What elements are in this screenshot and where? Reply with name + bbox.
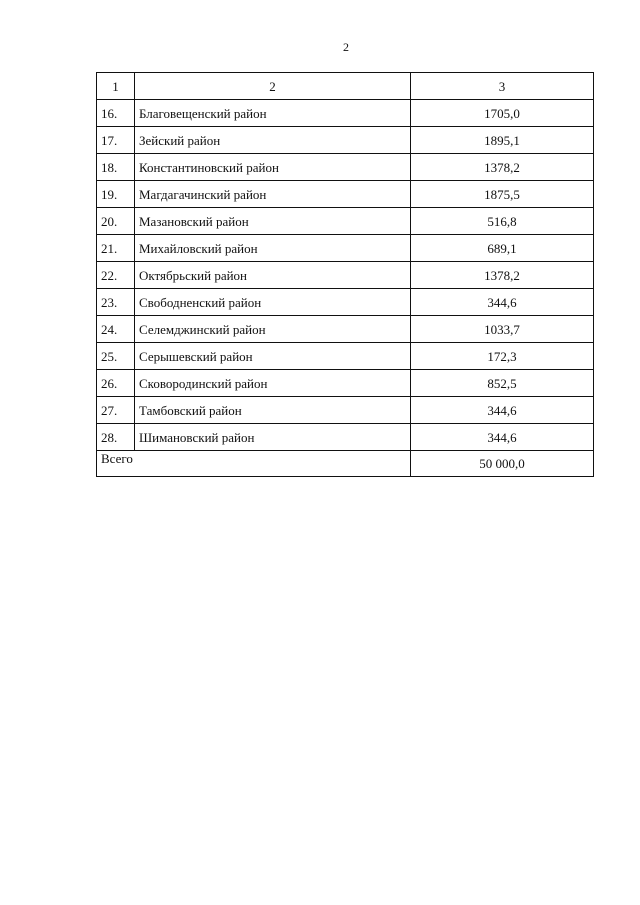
district-amount: 1378,2 xyxy=(411,262,594,289)
district-amount: 344,6 xyxy=(411,289,594,316)
table-row xyxy=(97,100,594,127)
distribution-table xyxy=(96,72,594,477)
table-row xyxy=(97,397,594,424)
row-number: 24. xyxy=(97,316,135,343)
district-name: Свободненский район xyxy=(135,289,411,316)
row-number: 22. xyxy=(97,262,135,289)
row-number: 19. xyxy=(97,181,135,208)
district-name: Зейский район xyxy=(135,127,411,154)
district-name: Селемджинский район xyxy=(135,316,411,343)
total-label: Всего xyxy=(97,451,411,477)
page-number: 2 xyxy=(343,40,349,54)
table-row xyxy=(97,208,594,235)
district-amount: 516,8 xyxy=(411,208,594,235)
total-row xyxy=(97,451,594,477)
total-amount: 50 000,0 xyxy=(411,451,594,477)
district-name: Серышевский район xyxy=(135,343,411,370)
row-number: 16. xyxy=(97,100,135,127)
district-amount: 172,3 xyxy=(411,343,594,370)
district-amount: 1895,1 xyxy=(411,127,594,154)
header-cell-2: 2 xyxy=(135,73,411,100)
district-name: Шимановский район xyxy=(135,424,411,451)
district-amount: 1378,2 xyxy=(411,154,594,181)
table-row xyxy=(97,154,594,181)
table-row xyxy=(97,289,594,316)
row-number: 26. xyxy=(97,370,135,397)
table-body xyxy=(97,73,594,477)
district-name: Октябрьский район xyxy=(135,262,411,289)
district-amount: 1875,5 xyxy=(411,181,594,208)
table-row xyxy=(97,181,594,208)
district-amount: 344,6 xyxy=(411,424,594,451)
row-number: 18. xyxy=(97,154,135,181)
row-number: 25. xyxy=(97,343,135,370)
table-row xyxy=(97,235,594,262)
table-row xyxy=(97,127,594,154)
district-name: Михайловский район xyxy=(135,235,411,262)
row-number: 17. xyxy=(97,127,135,154)
row-number: 23. xyxy=(97,289,135,316)
header-cell-3: 3 xyxy=(411,73,594,100)
district-name: Тамбовский район xyxy=(135,397,411,424)
district-name: Мазановский район xyxy=(135,208,411,235)
district-amount: 344,6 xyxy=(411,397,594,424)
table-row xyxy=(97,424,594,451)
row-number: 27. xyxy=(97,397,135,424)
district-name: Сковородинский район xyxy=(135,370,411,397)
row-number: 28. xyxy=(97,424,135,451)
district-name: Благовещенский район xyxy=(135,100,411,127)
district-amount: 1033,7 xyxy=(411,316,594,343)
table-row xyxy=(97,316,594,343)
district-amount: 852,5 xyxy=(411,370,594,397)
header-cell-1: 1 xyxy=(97,73,135,100)
row-number: 21. xyxy=(97,235,135,262)
district-amount: 689,1 xyxy=(411,235,594,262)
district-amount: 1705,0 xyxy=(411,100,594,127)
table-row xyxy=(97,262,594,289)
table-row xyxy=(97,343,594,370)
table-row xyxy=(97,370,594,397)
district-name: Магдагачинский район xyxy=(135,181,411,208)
table-header-row xyxy=(97,73,594,100)
row-number: 20. xyxy=(97,208,135,235)
district-name: Константиновский район xyxy=(135,154,411,181)
